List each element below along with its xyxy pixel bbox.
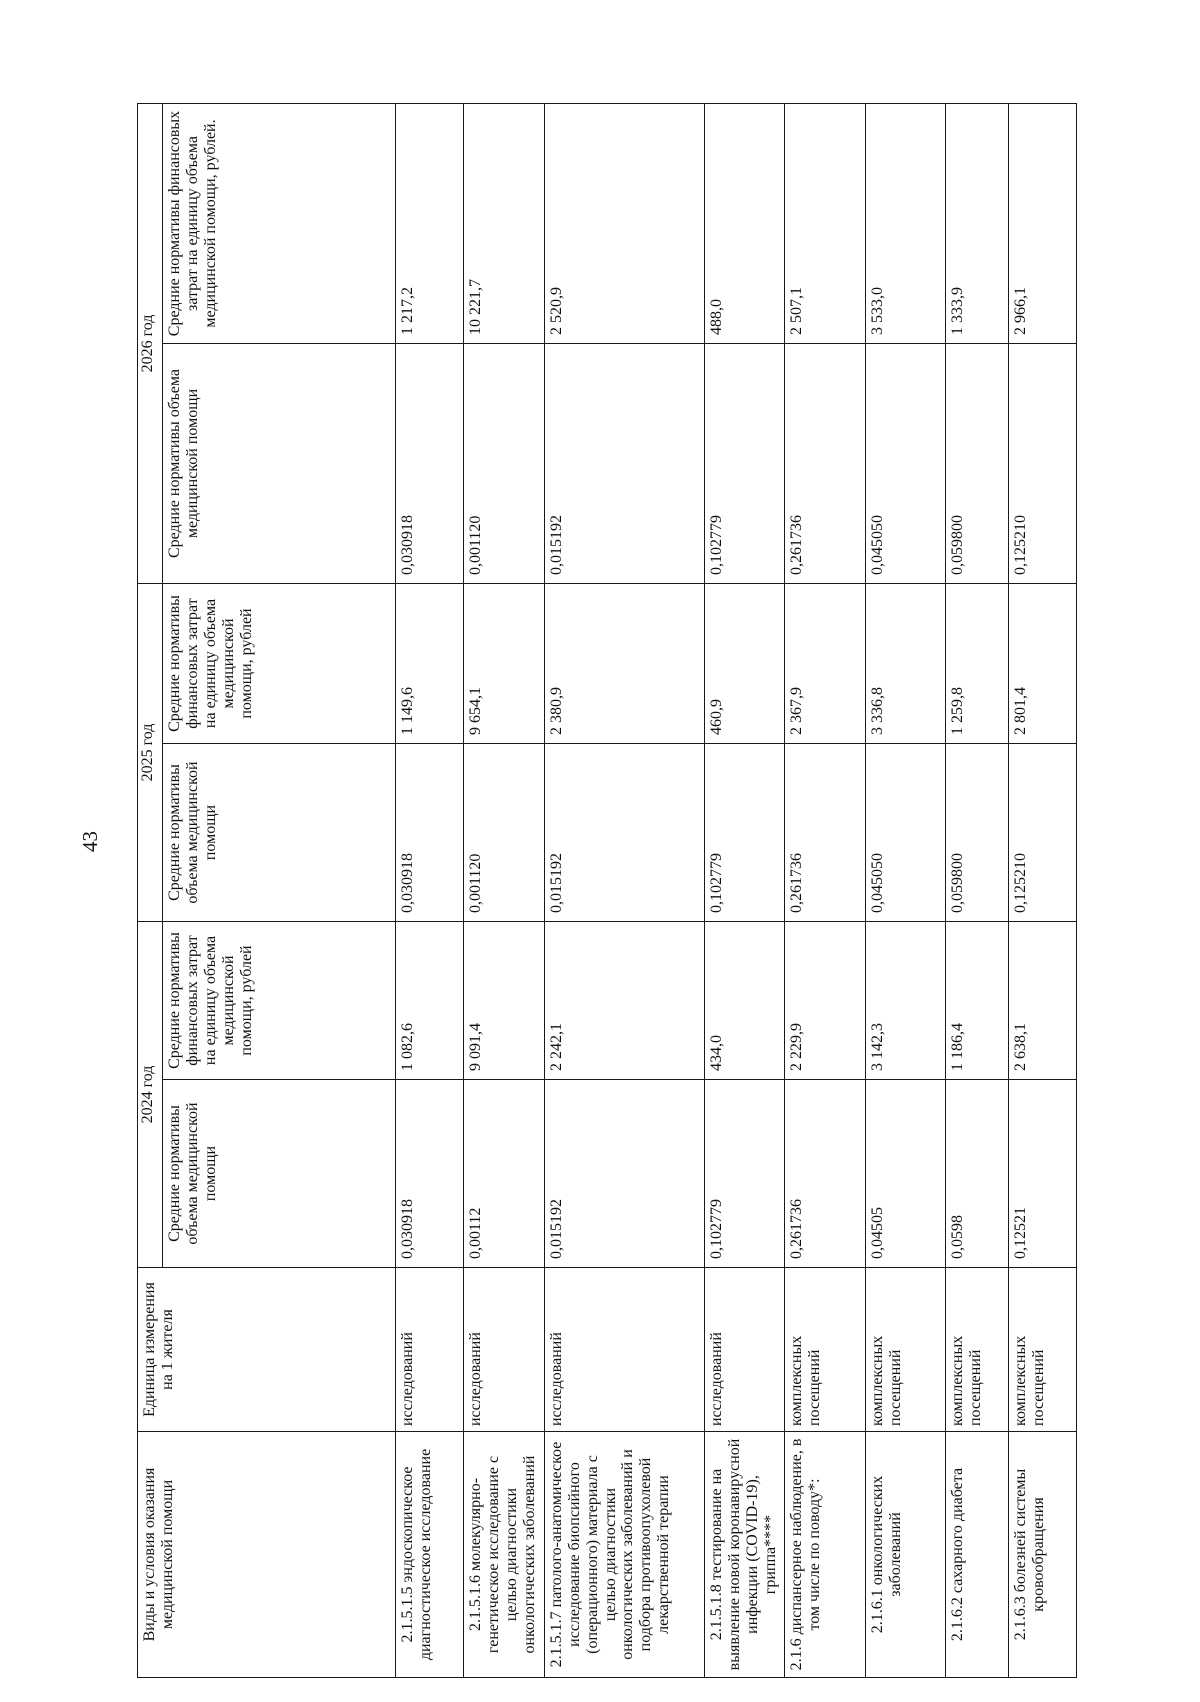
row-unit: исследований xyxy=(704,1268,785,1432)
volume-2026: 0,059800 xyxy=(946,344,1008,584)
rotated-table-stage xyxy=(137,104,1077,1678)
table-row xyxy=(544,104,704,1678)
volume-2026: 0,102779 xyxy=(704,344,785,584)
volume-2025: 0,001120 xyxy=(464,744,545,922)
table-row xyxy=(396,104,464,1678)
header-year-2024: 2024 год xyxy=(138,922,163,1268)
cost-2024: 2 229,9 xyxy=(785,922,866,1080)
volume-2025: 0,015192 xyxy=(544,744,704,922)
volume-2025: 0,125210 xyxy=(1008,744,1076,922)
volume-2024: 0,015192 xyxy=(544,1080,704,1268)
volume-2024: 0,261736 xyxy=(785,1080,866,1268)
cost-2024: 2 242,1 xyxy=(544,922,704,1080)
volume-2026: 0,015192 xyxy=(544,344,704,584)
header-cost-2025: Средние нормативы финансовых затрат на единицу объема медицинской помощи, рублей xyxy=(163,584,396,744)
volume-2025: 0,102779 xyxy=(704,744,785,922)
volume-2025: 0,045050 xyxy=(865,744,946,922)
cost-2024: 434,0 xyxy=(704,922,785,1080)
header-cost-2024: Средние нормативы финансовых затрат на единицу объема медицинской помощи, рублей xyxy=(163,922,396,1080)
row-unit: комплексных посещений xyxy=(865,1268,946,1432)
cost-2024: 9 091,4 xyxy=(464,922,545,1080)
cost-2026: 488,0 xyxy=(704,104,785,344)
header-volume-2024: Средние нормативы объема медицинской помощи xyxy=(163,1080,396,1268)
row-unit: исследований xyxy=(396,1268,464,1432)
volume-2026: 0,125210 xyxy=(1008,344,1076,584)
volume-2026: 0,045050 xyxy=(865,344,946,584)
cost-2026: 1 333,9 xyxy=(946,104,1008,344)
row-unit: исследований xyxy=(544,1268,704,1432)
header-year-2025: 2025 год xyxy=(138,584,163,922)
cost-2024: 2 638,1 xyxy=(1008,922,1076,1080)
volume-2026: 0,261736 xyxy=(785,344,866,584)
cost-2026: 10 221,7 xyxy=(464,104,545,344)
header-cost-2026: Средние нормативы финансовых затрат на единицу объема медицинской помощи, рублей. xyxy=(163,104,396,344)
volume-2024: 0,04505 xyxy=(865,1080,946,1268)
normatives-table xyxy=(137,103,1077,1678)
header-volume-2025: Средние нормативы объема медицинской помощи xyxy=(163,744,396,922)
volume-2026: 0,001120 xyxy=(464,344,545,584)
volume-2025: 0,261736 xyxy=(785,744,866,922)
table-row xyxy=(785,104,866,1678)
cost-2025: 3 336,8 xyxy=(865,584,946,744)
cost-2025: 9 654,1 xyxy=(464,584,545,744)
row-name: 2.1.5.1.6 молекулярно-генетическое исследование с целью диагностики онкологических заболеваний xyxy=(464,1432,545,1678)
header-volume-2026: Средние нормативы объема медицинской помощи xyxy=(163,344,396,584)
volume-2026: 0,030918 xyxy=(396,344,464,584)
table-row xyxy=(946,104,1008,1678)
row-unit: комплексных посещений xyxy=(946,1268,1008,1432)
cost-2026: 1 217,2 xyxy=(396,104,464,344)
table-row xyxy=(865,104,946,1678)
cost-2025: 2 367,9 xyxy=(785,584,866,744)
cost-2025: 2 380,9 xyxy=(544,584,704,744)
volume-2025: 0,059800 xyxy=(946,744,1008,922)
header-unit: Единица измерения на 1 жителя xyxy=(138,1268,396,1432)
row-unit: комплексных посещений xyxy=(785,1268,866,1432)
row-unit: комплексных посещений xyxy=(1008,1268,1076,1432)
volume-2024: 0,0598 xyxy=(946,1080,1008,1268)
table-row xyxy=(464,104,545,1678)
cost-2025: 1 259,8 xyxy=(946,584,1008,744)
table-row xyxy=(1008,104,1076,1678)
row-name: 2.1.5.1.7 патолого-анатомическое исследование биопсийного (операционного) материала с целью диагностики онкологических заболеваний и подбора противоопухолевой лекарственной терапии xyxy=(544,1432,704,1678)
volume-2024: 0,102779 xyxy=(704,1080,785,1268)
cost-2025: 1 149,6 xyxy=(396,584,464,744)
cost-2026: 2 507,1 xyxy=(785,104,866,344)
cost-2025: 2 801,4 xyxy=(1008,584,1076,744)
volume-2024: 0,030918 xyxy=(396,1080,464,1268)
cost-2025: 460,9 xyxy=(704,584,785,744)
table-row xyxy=(704,104,785,1678)
row-name: 2.1.6.1 онкологических заболеваний xyxy=(865,1432,946,1678)
row-name: 2.1.6.3 болезней системы кровообращения xyxy=(1008,1432,1076,1678)
cost-2024: 3 142,3 xyxy=(865,922,946,1080)
row-name: 2.1.5.1.8 тестирование на выявление новой коронавирусной инфекции (COVID-19), гриппа**** xyxy=(704,1432,785,1678)
volume-2024: 0,00112 xyxy=(464,1080,545,1268)
cost-2026: 2 966,1 xyxy=(1008,104,1076,344)
volume-2025: 0,030918 xyxy=(396,744,464,922)
header-type: Виды и условия оказания медицинской помощи xyxy=(138,1432,396,1678)
cost-2026: 3 533,0 xyxy=(865,104,946,344)
volume-2024: 0,12521 xyxy=(1008,1080,1076,1268)
row-name: 2.1.6 диспансерное наблюдение, в том числе по поводу*: xyxy=(785,1432,866,1678)
cost-2024: 1 186,4 xyxy=(946,922,1008,1080)
header-year-2026: 2026 год xyxy=(138,104,163,584)
row-name: 2.1.6.2 сахарного диабета xyxy=(946,1432,1008,1678)
page-number: 43 xyxy=(78,831,102,852)
row-name: 2.1.5.1.5 эндоскопическое диагностическое исследование xyxy=(396,1432,464,1678)
row-unit: исследований xyxy=(464,1268,545,1432)
cost-2026: 2 520,9 xyxy=(544,104,704,344)
cost-2024: 1 082,6 xyxy=(396,922,464,1080)
